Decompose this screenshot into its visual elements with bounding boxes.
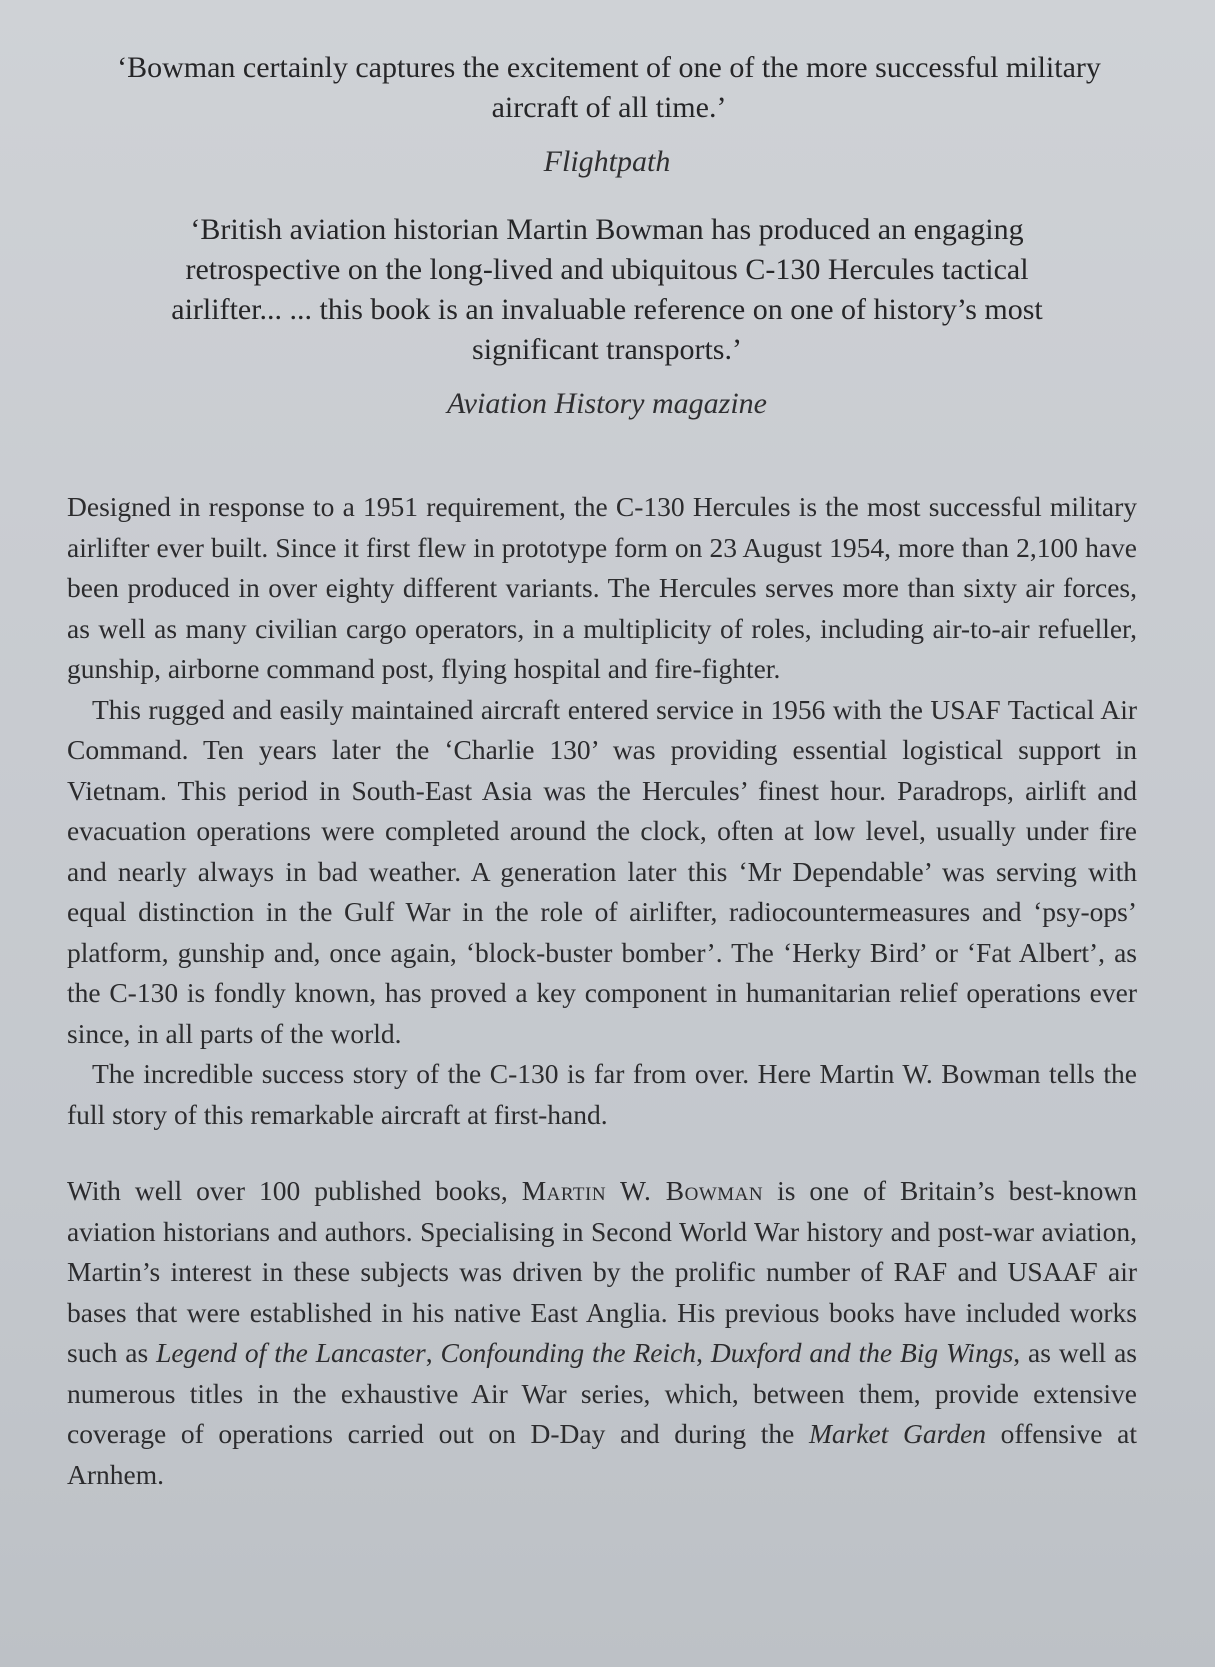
bio-separator-2: ,	[696, 1337, 711, 1368]
book-description	[67, 487, 1137, 1135]
book-title-legend-of-the-lancaster: Legend of the Lancaster	[156, 1337, 426, 1368]
description-paragraph-2: This rugged and easily maintained aircraft entered service in 1956 with the USAF Tactical Air Command. Ten years later the ‘Charlie 130’ was providing essential logistical support in Vietnam. This period in South-East Asia was the Hercules’ finest hour. Paradrops, airlift and evacuation operations were completed around the clock, often at low level, usually under fire and nearly always in bad weather. A generation later this ‘Mr Dependable’ was serving with equal distinction in the Gulf War in the role of airlifter, radiocountermeasures and ‘psy-ops’ platform, gunship and, once again, ‘block-buster bomber’. The ‘Herky Bird’ or ‘Fat Albert’, as the C-130 is fondly known, has proved a key component in humanitarian relief operations ever since, in all parts of the world.	[67, 693, 1137, 1049]
review-source-flightpath: Flightpath	[543, 145, 671, 178]
book-title-confounding-the-reich: Confounding the Reich	[440, 1337, 697, 1368]
bio-middle: , as well as numerous titles in the exhaustive Air War series, which, between them, provide extensive coverage of operations carried out on D-Day and during the	[67, 1337, 1137, 1449]
bio-after-name: is one of Britain’s best-known aviation historians and authors. Specialising in Second World War history and post-war aviation, Martin’s interest in these subjects was driven by the prolific number of RAF and USAAF air bases that were established in his native East Anglia. His previous books have included works such as	[67, 1175, 1137, 1368]
description-paragraph-1: Designed in response to a 1951 requirement, the C-130 Hercules is the most successful military airlifter ever built. Since it first flew in prototype form on 23 August 1954, more than 2,100 have been produced in over eighty different variants. The Hercules serves more than sixty air forces, as well as many civilian cargo operators, in a multiplicity of roles, including air-to-air refueller, gunship, airborne command post, flying hospital and fire-fighter.	[67, 491, 1137, 684]
bio-separator-1: ,	[425, 1337, 441, 1368]
review-source-aviation-history: Aviation History magazine	[447, 387, 767, 420]
book-title-duxford-and-the-big-wings: Duxford and the Big Wings	[710, 1337, 1014, 1368]
author-bio	[67, 1171, 1137, 1495]
author-bio-paragraph	[67, 1171, 1137, 1495]
operation-name-market-garden: Market Garden	[808, 1418, 987, 1449]
description-paragraph-3: The incredible success story of the C-130 is far from over. Here Martin W. Bowman tells the full story of this remarkable aircraft at first-hand.	[67, 1058, 1137, 1130]
review-quote-aviation-history: ‘British aviation historian Martin Bowman has produced an engaging retrospective on the long-lived and ubiquitous C-130 Hercules tactical airlifter... ... this book is an invaluable reference on one of history’s most significant transports.’	[171, 213, 1043, 366]
bio-tail: offensive at Arnhem.	[67, 1418, 1137, 1490]
author-name: Martin W. Bowman	[521, 1175, 764, 1206]
review-quote-flightpath: ‘Bowman certainly captures the excitement of one of the more successful military aircraft of all time.’	[117, 51, 1101, 124]
bio-lead: With well over 100 published books,	[67, 1175, 522, 1206]
